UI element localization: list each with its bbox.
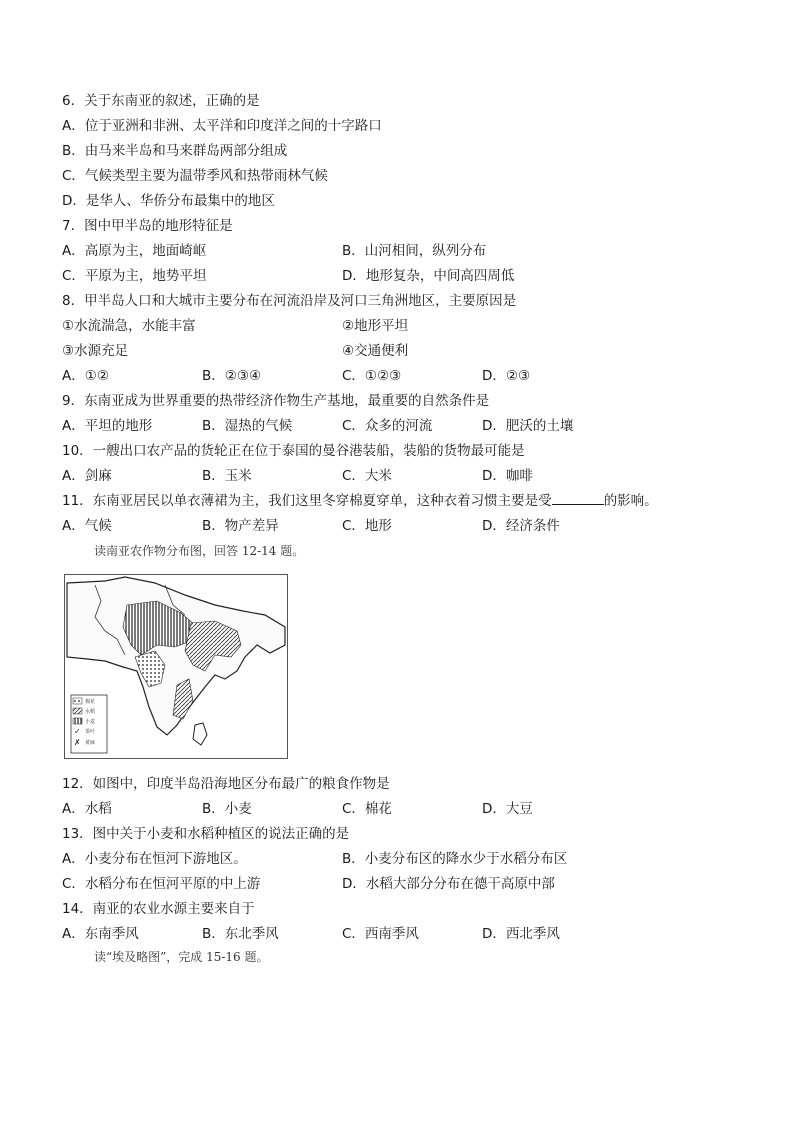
q11-option-d: D．经济条件 bbox=[482, 518, 560, 534]
q8-options bbox=[62, 367, 742, 385]
legend-label-wheat: 小麦 bbox=[85, 719, 96, 725]
egypt-map-instruction-note: 读“埃及略图”，完成 15-16 题。 bbox=[94, 950, 269, 964]
legend-swatch-cotton bbox=[73, 698, 82, 704]
q6-option-a: A．位于亚洲和非洲、太平洋和印度洋之间的十字路口 bbox=[62, 118, 382, 134]
q7-option-b: B．山河相间，纵列分布 bbox=[342, 243, 487, 259]
q13-row-2 bbox=[62, 875, 742, 893]
legend-swatch-rice bbox=[73, 708, 82, 714]
q6-option-d: D．是华人、华侨分布最集中的地区 bbox=[62, 193, 275, 209]
q7-row-2 bbox=[62, 267, 742, 285]
q10-options bbox=[62, 467, 742, 485]
south-asia-map-drawing bbox=[65, 575, 287, 758]
q14-stem: 14．南亚的农业水源主要来自于 bbox=[62, 901, 255, 917]
q14-option-d: D．西北季风 bbox=[482, 926, 560, 942]
q11-stem bbox=[62, 492, 658, 510]
q12-option-a: A．水稻 bbox=[62, 801, 112, 817]
sri-lanka bbox=[193, 723, 207, 745]
q8-option-d: D．②③ bbox=[482, 368, 531, 384]
legend-symbol-tea: ✓ bbox=[74, 727, 81, 736]
q8-option-a: A．①② bbox=[62, 368, 109, 384]
q9-option-b: B．湿热的气候 bbox=[202, 418, 293, 434]
q12-options bbox=[62, 800, 742, 818]
q9-option-a: A．平坦的地形 bbox=[62, 418, 153, 434]
q7-stem: 7．图中甲半岛的地形特征是 bbox=[62, 218, 233, 234]
q11-options bbox=[62, 517, 742, 535]
q8-statements-1 bbox=[62, 317, 742, 335]
q7-option-a: A．高原为主，地面崎岖 bbox=[62, 243, 207, 259]
q6-option-b: B．由马来半岛和马来群岛两部分组成 bbox=[62, 143, 288, 159]
q8-statement-1: ①水流湍急，水能丰富 bbox=[62, 318, 196, 334]
q13-option-a: A．小麦分布在恒河下游地区。 bbox=[62, 851, 247, 867]
q9-stem: 9．东南亚成为世界重要的热带经济作物生产基地，最重要的自然条件是 bbox=[62, 393, 490, 409]
q11-stem-after: 的影响。 bbox=[603, 493, 658, 509]
q8-statement-2: ②地形平坦 bbox=[342, 318, 409, 334]
q6-stem: 6．关于东南亚的叙述，正确的是 bbox=[62, 93, 260, 109]
q8-statement-3: ③水源充足 bbox=[62, 343, 129, 359]
q10-option-b: B．玉米 bbox=[202, 468, 252, 484]
q8-stem: 8．甲半岛人口和大城市主要分布在河流沿岸及河口三角洲地区，主要原因是 bbox=[62, 293, 517, 309]
legend-symbol-jute: ✗ bbox=[74, 738, 81, 747]
south-asia-crop-map bbox=[64, 574, 288, 759]
q6-option-c: C．气候类型主要为温带季风和热带雨林气候 bbox=[62, 168, 328, 184]
legend-swatch-wheat bbox=[73, 718, 82, 724]
legend-label-jute: 黄麻 bbox=[85, 740, 96, 746]
q10-stem: 10．一艘出口农产品的货轮正在位于泰国的曼谷港装船，装船的货物最可能是 bbox=[62, 443, 525, 459]
q14-option-c: C．西南季风 bbox=[342, 926, 419, 942]
q12-option-d: D．大豆 bbox=[482, 801, 533, 817]
legend-label-cotton: 棉花 bbox=[85, 699, 96, 705]
q13-stem: 13．图中关于小麦和水稻种植区的说法正确的是 bbox=[62, 826, 350, 842]
q12-stem: 12．如图中，印度半岛沿海地区分布最广的粮食作物是 bbox=[62, 776, 390, 792]
q8-option-b: B．②③④ bbox=[202, 368, 262, 384]
q7-option-c: C．平原为主，地势平坦 bbox=[62, 268, 207, 284]
q10-option-a: A．剑麻 bbox=[62, 468, 112, 484]
q14-option-a: A．东南季风 bbox=[62, 926, 139, 942]
q9-option-c: C．众多的河流 bbox=[342, 418, 433, 434]
q8-statements-2 bbox=[62, 342, 742, 360]
q13-row-1 bbox=[62, 850, 742, 868]
legend-label-tea: 茶叶 bbox=[85, 729, 96, 735]
q12-option-c: C．棉花 bbox=[342, 801, 392, 817]
q8-statement-4: ④交通便利 bbox=[342, 343, 409, 359]
q13-option-b: B．小麦分布区的降水少于水稻分布区 bbox=[342, 851, 568, 867]
q8-option-c: C．①②③ bbox=[342, 368, 402, 384]
q14-options bbox=[62, 925, 742, 943]
q13-option-c: C．水稻分布在恒河平原的中上游 bbox=[62, 876, 261, 892]
q9-options bbox=[62, 417, 742, 435]
q10-option-c: C．大米 bbox=[342, 468, 392, 484]
q7-option-d: D．地形复杂，中间高四周低 bbox=[342, 268, 515, 284]
q11-option-a: A．气候 bbox=[62, 518, 112, 534]
q14-option-b: B．东北季风 bbox=[202, 926, 279, 942]
q10-option-d: D．咖啡 bbox=[482, 468, 533, 484]
q12-option-b: B．小麦 bbox=[202, 801, 252, 817]
q11-stem-before: 11．东南亚居民以单衣薄裙为主，我们这里冬穿棉夏穿单，这种衣着习惯主要是受 bbox=[62, 493, 552, 509]
q11-answer-blank bbox=[552, 492, 604, 505]
q11-option-b: B．物产差异 bbox=[202, 518, 279, 534]
q7-row-1 bbox=[62, 242, 742, 260]
q11-option-c: C．地形 bbox=[342, 518, 392, 534]
map-instruction-note: 读南亚农作物分布图，回答 12-14 题。 bbox=[94, 544, 305, 558]
legend-label-rice: 水稻 bbox=[85, 709, 96, 715]
q13-option-d: D．水稻大部分分布在德干高原中部 bbox=[342, 876, 555, 892]
q9-option-d: D．肥沃的土壤 bbox=[482, 418, 574, 434]
